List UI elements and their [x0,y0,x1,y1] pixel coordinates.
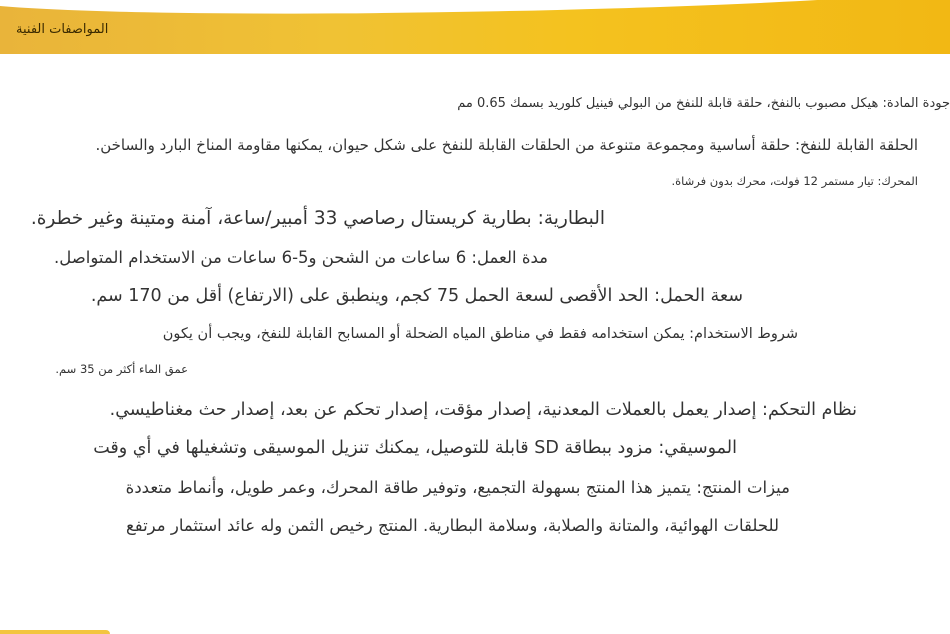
spec-line-music: الموسيقي: مزود ببطاقة SD قابلة للتوصيل، يمكنك تنزيل الموسيقى وتشغيلها في أي وقت [93,438,737,458]
spec-line-load-capacity: سعة الحمل: الحد الأقصى لسعة الحمل 75 كجم، وينطبق على (الارتفاع) أقل من 170 سم. [90,286,743,306]
spec-line-features-1: ميزات المنتج: يتميز هذا المنتج بسهولة التجميع، وتوفير طاقة المحرك، وعمر طويل، وأنماط متعددة [125,478,790,497]
spec-line-motor: المحرك: تيار مستمر 12 فولت، محرك بدون فرشاة. [671,174,918,188]
spec-line-working-time: مدة العمل: 6 ساعات من الشحن و5-6 ساعات من الاستخدام المتواصل. [54,248,548,267]
spec-line-features-2: للحلقات الهوائية، والمتانة والصلابة، وسلامة البطارية. المنتج رخيص الثمن وله عائد استثمار مرتفع [125,516,779,535]
section-title: المواصفات الفنية [16,22,109,37]
spec-line-material: جودة المادة: هيكل مصبوب بالنفخ، حلقة قابلة للنفخ من البولي فينيل كلوريد بسمك 0.65 مم [457,96,950,111]
bottom-accent-bar [0,630,110,634]
spec-line-water-depth: عمق الماء أكثر من 35 سم. [55,362,188,376]
spec-line-usage-conditions: شروط الاستخدام: يمكن استخدامه فقط في مناطق المياه الضحلة أو المسابح القابلة للنفخ، ويجب أن يكون [162,326,798,342]
spec-line-inflatable-ring: الحلقة القابلة للنفخ: حلقة أساسية ومجموعة متنوعة من الحلقات القابلة للنفخ على شكل حيوان، يمكنها مقاومة المناخ البارد والساخن. [95,136,918,154]
spec-line-battery: البطارية: بطارية كريستال رصاصي 33 أمبير/ساعة، آمنة ومتينة وغير خطرة. [30,208,605,229]
spec-line-control-system: نظام التحكم: إصدار يعمل بالعملات المعدنية، إصدار مؤقت، إصدار تحكم عن بعد، إصدار حث مغناطيسي. [109,400,857,420]
specs-content [0,54,950,634]
section-header-banner [0,0,950,54]
